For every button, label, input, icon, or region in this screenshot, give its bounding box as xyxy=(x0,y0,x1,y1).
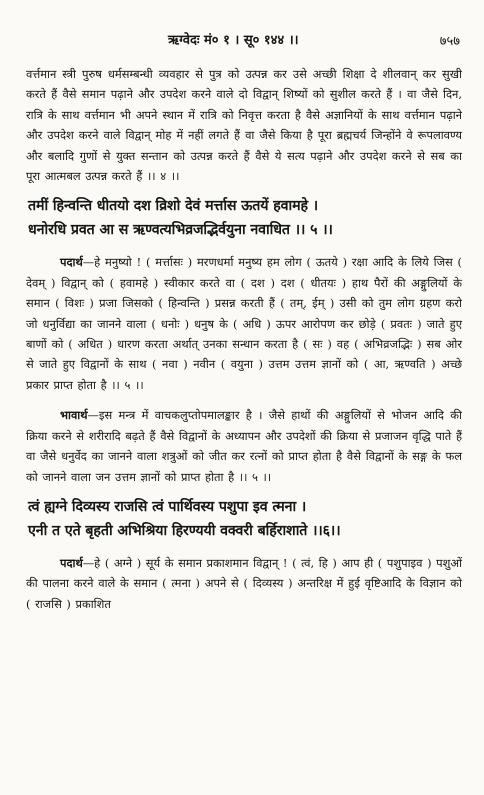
mantra-5-line-1: तमीं हिन्वन्ति धीतयो दश व्रिशो देवं मर्त्तास ऊतयें हवामहे । xyxy=(28,198,319,215)
mantra-5 xyxy=(28,194,462,242)
bhavartha-5-label: भावार्थ xyxy=(60,408,88,423)
padartha-5-text: —हे मनुष्यो ! ( मर्त्तासः ) मरणधर्मा मनुष्य हम लोग ( ऊतये ) रक्षा आदि के लिये जिस ( देवम् ) विद्वान् को ( हवामहे ) स्वीकार करते वा ( दश ) दश ( धीतयः ) हाथ पैरों की अङ्गुलियों के समान ( विशः ) प्रजा जिसको ( हिन्वन्ति ) प्रसन्न करती हैं ( तम्, ईम् ) उसी को तुम लोग ग्रहण करो जो धनुर्विद्या का जानने वाला ( धनोः ) धनुष के ( अधि ) ऊपर आरोपण कर छोड़े ( प्रवतः ) जाते हुए बाणों को ( अधित ) धारण करता अर्थात् उनका सन्धान करता है ( सः ) वह ( अभिव्रजद्भिः ) सब ओर से जाते हुए विद्वानों के साथ ( नवा ) नवीन ( वयुना ) उत्तम उत्तम ज्ञानों को ( आ, ऋण्वति ) अच्छे प्रकार प्राप्त होता है ।। ५ ।। xyxy=(26,255,462,392)
page-header xyxy=(0,30,484,52)
mantra-5-line-2: धनोरधि प्रवत आ स ऋण्वत्यभिव्रजद्भिर्वयुना नवाधित ।। ५ ।। xyxy=(28,222,333,239)
padartha-5-label: पदार्थ xyxy=(60,255,83,270)
bhavartha-5 xyxy=(26,405,462,487)
padartha-6-text: —हे ( अग्ने ) सूर्य के समान प्रकाशमान विद्वान् ! ( त्वं, हि ) आप ही ( पशुपाइव ) पशुओं की पालना करने वाले के समान ( त्मना ) अपने से ( दिव्यस्य ) अन्तरिक्ष में हुई वृष्टिआदि के विज्ञान को ( राजसि ) प्रकाशित xyxy=(26,555,462,611)
padartha-5 xyxy=(26,252,462,395)
mantra-6-line-2: एनी त एते बृहती अभिश्रिया हिरण्ययी वक्वरी बर्हिराशाते ।।६।। xyxy=(28,522,341,539)
page-number: ७५७ xyxy=(439,34,460,49)
running-head: ऋग्वेदः मं० १ । सू० १४४ ।। xyxy=(168,33,299,48)
padartha-6 xyxy=(26,553,462,614)
mantra-6 xyxy=(28,495,462,543)
bhavartha-5-text: —इस मन्त्र में वाचकलुप्तोपमालङ्कार है । जैसे हाथों की अङ्गुलियों से भोजन आदि की क्रिया करने से शरीरादि बढ़ते हैं वैसे विद्वानों के अध्यापन और उपदेशों की क्रिया से प्रजाजन वृद्धि पाते हैं वा जैसे धनुर्वेद का जानने वाला शत्रुओं को जीत कर रत्नों को प्राप्त होता है वैसे विद्वानों के सङ्ग के फल को जानने वाला जन उत्तम ज्ञानों को प्राप्त होता है ।। ५ ।। xyxy=(26,408,462,484)
mantra-6-line-1: त्वं ह्यग्ने दिव्यस्य राजसि त्वं पार्थिवस्य पशुपा इव त्मना । xyxy=(28,498,307,515)
page-body xyxy=(26,64,462,614)
padartha-6-label: पदार्थ xyxy=(60,555,83,570)
spacer xyxy=(26,395,462,405)
intro-paragraph: वर्त्तमान स्त्री पुरुष धर्मसम्बन्धी व्यवहार से पुत्र को उत्पन्न कर उसे अच्छी शिक्षा दे शीलवान् कर सुखी करते हैं वैसे समान पढ़ाने और उपदेश करने वाले दो विद्वान् शिष्यों को सुशील करते हैं । वा जैसे दिन, रात्रि के साथ वर्त्तमान भी अपने स्थान में रात्रि को निवृत्त करता है वैसे अज्ञानियों के साथ वर्त्तमान पढ़ाने और उपदेश करने वाले विद्वान् मोह में नहीं लगते हैं वा जैसे किया है पूरा ब्रह्मचर्य जिन्होंने वे रूपलावण्य और बलादि गुणों से युक्त सन्तान को उत्पन्न करते हैं वैसे ये सत्य पढ़ाने और उपदेश करने से सब का पूरा आत्मबल उत्पन्न करते हैं ।। ४ ।। xyxy=(26,67,462,184)
